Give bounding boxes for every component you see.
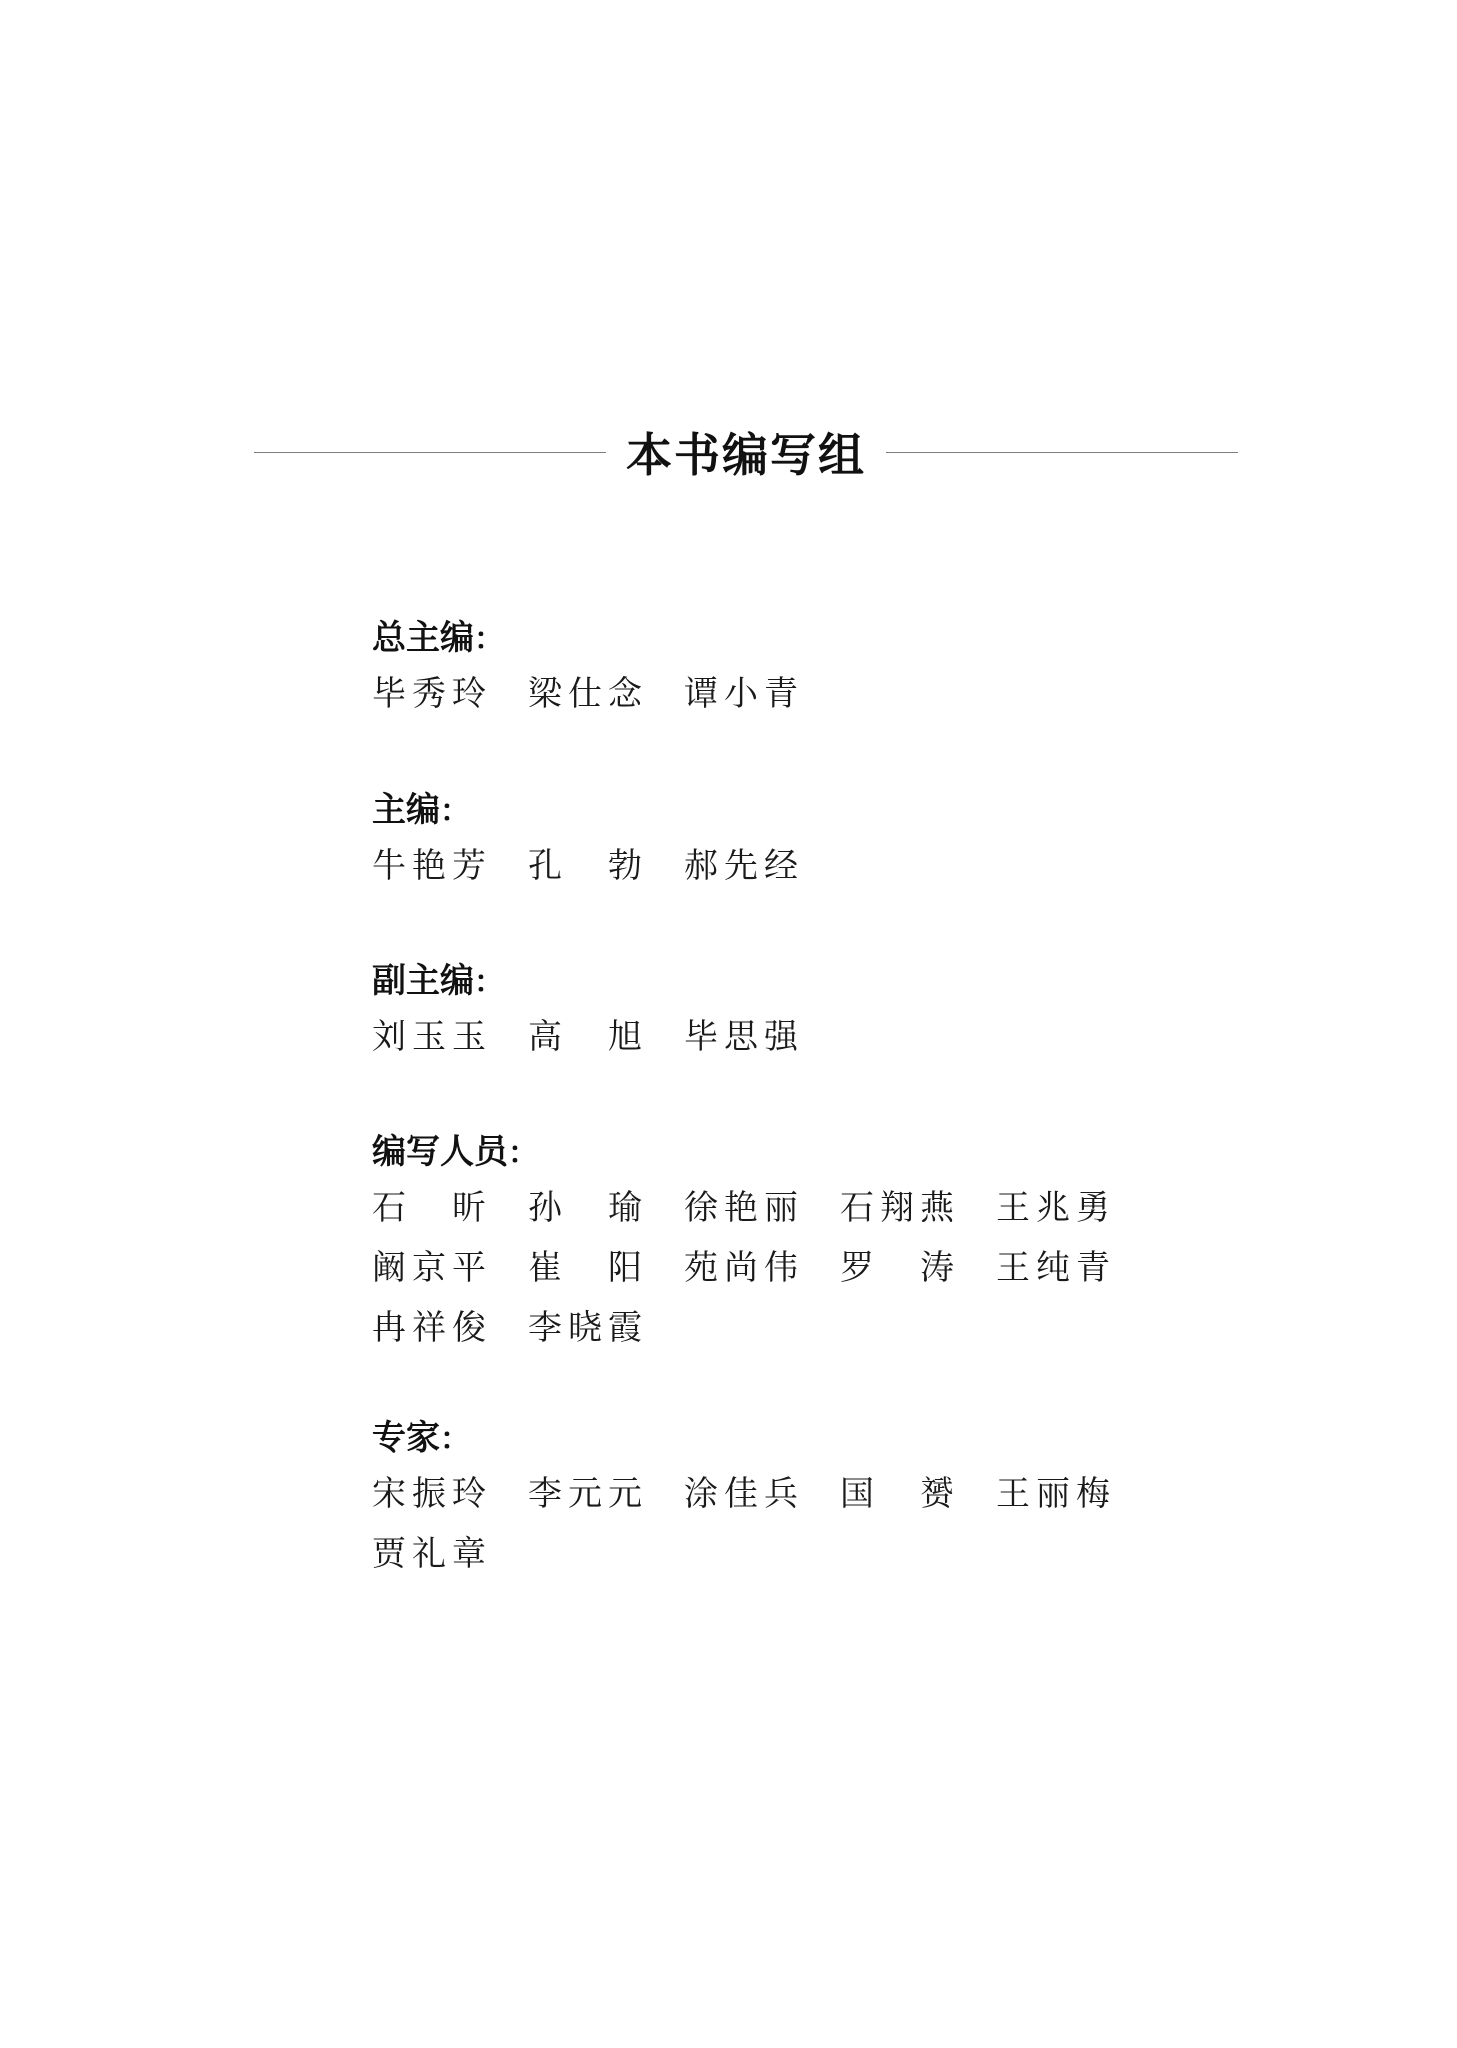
section-heading xyxy=(372,1412,1252,1464)
section-heading xyxy=(372,1126,1252,1178)
person-name: 郝 先 经 xyxy=(684,846,798,886)
person-name: 孙 瑜 xyxy=(528,1188,642,1228)
page-title-row xyxy=(254,412,1238,492)
names-row xyxy=(372,1178,1252,1238)
names-list xyxy=(372,1464,1252,1584)
person-name: 苑 尚 伟 xyxy=(684,1248,798,1288)
section-heading xyxy=(372,784,1252,836)
names-row xyxy=(372,1464,1252,1524)
person-name: 李 元 元 xyxy=(528,1474,642,1514)
section-editors xyxy=(372,784,1252,896)
person-name: 石 翔 燕 xyxy=(840,1188,954,1228)
person-name: 徐 艳 丽 xyxy=(684,1188,798,1228)
person-name: 毕 秀 玲 xyxy=(372,674,486,714)
section-heading-label: 专家 xyxy=(372,1418,440,1458)
person-name: 王 兆 勇 xyxy=(996,1188,1110,1228)
person-name: 王 丽 梅 xyxy=(996,1474,1110,1514)
section-heading xyxy=(372,955,1252,1007)
person-name: 国 赟 xyxy=(840,1474,954,1514)
section-chief-editors xyxy=(372,612,1252,724)
person-name: 梁 仕 念 xyxy=(528,674,642,714)
names-row xyxy=(372,1007,1252,1067)
person-name: 罗 涛 xyxy=(840,1248,954,1288)
names-row xyxy=(372,664,1252,724)
section-heading-colon: ： xyxy=(508,1136,538,1171)
person-name: 牛 艳 芳 xyxy=(372,846,486,886)
person-name: 贾 礼 章 xyxy=(372,1534,486,1574)
names-row xyxy=(372,836,1252,896)
person-name: 涂 佳 兵 xyxy=(684,1474,798,1514)
names-row xyxy=(372,1524,1252,1584)
person-name: 刘 玉 玉 xyxy=(372,1017,486,1057)
names-list xyxy=(372,664,1252,724)
section-writers xyxy=(372,1126,1252,1358)
person-name: 李 晓 霞 xyxy=(528,1308,642,1348)
person-name: 王 纯 青 xyxy=(996,1248,1110,1288)
names-list xyxy=(372,836,1252,896)
section-heading-label: 编写人员 xyxy=(372,1132,508,1172)
title-rule-right xyxy=(886,452,1238,453)
person-name: 阚 京 平 xyxy=(372,1248,486,1288)
section-heading-colon: ： xyxy=(474,622,504,657)
section-heading-label: 副主编 xyxy=(372,961,474,1001)
section-heading-colon: ： xyxy=(440,794,470,829)
section-heading xyxy=(372,612,1252,664)
person-name: 高 旭 xyxy=(528,1017,642,1057)
person-name: 毕 思 强 xyxy=(684,1017,798,1057)
names-list xyxy=(372,1007,1252,1067)
person-name: 谭 小 青 xyxy=(684,674,798,714)
names-row xyxy=(372,1298,1252,1358)
person-name: 宋 振 玲 xyxy=(372,1474,486,1514)
section-deputy-editors xyxy=(372,955,1252,1067)
title-rule-left xyxy=(254,452,606,453)
section-heading-colon: ： xyxy=(474,965,504,1000)
person-name: 孔 勃 xyxy=(528,846,642,886)
section-experts xyxy=(372,1412,1252,1584)
person-name: 冉 祥 俊 xyxy=(372,1308,486,1348)
section-heading-label: 总主编 xyxy=(372,618,474,658)
names-list xyxy=(372,1178,1252,1358)
person-name: 崔 阳 xyxy=(528,1248,642,1288)
page-title: 本书编写组 xyxy=(626,428,866,482)
person-name: 石 昕 xyxy=(372,1188,486,1228)
names-row xyxy=(372,1238,1252,1298)
section-heading-colon: ： xyxy=(440,1422,470,1457)
section-heading-label: 主编 xyxy=(372,790,440,830)
